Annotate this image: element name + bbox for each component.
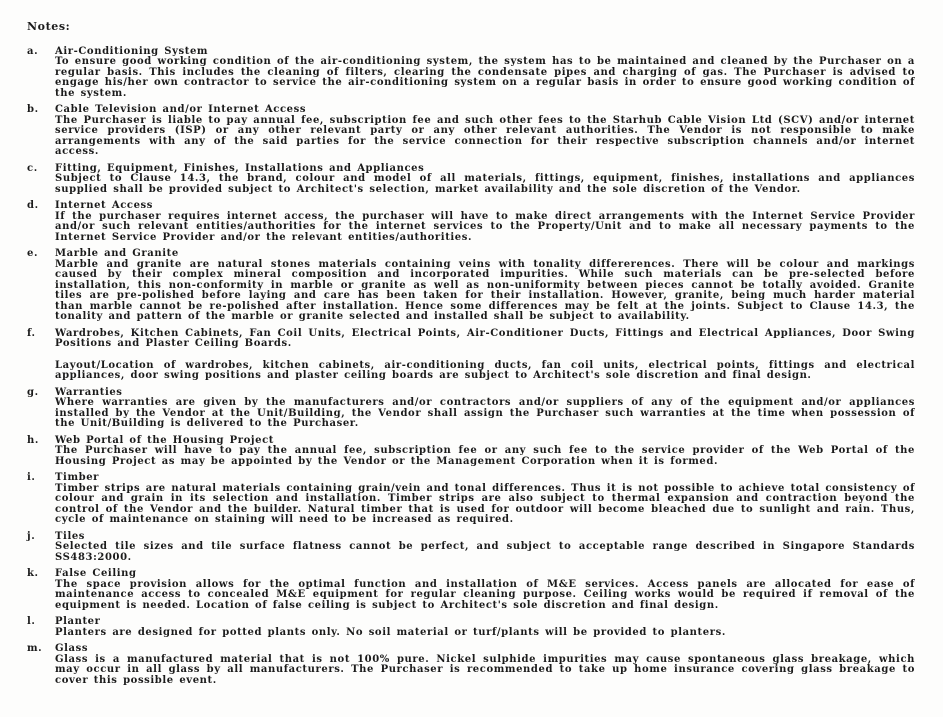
note-body: Marble and granite are natural stones materials containing veins with tonality differerences. There will be colour and markings caused by their complex mineral composition and incorporated impurities. While such materials can be pre-selected before installation, this non-conformity in marble or granite as well as non-uniformity between pieces cannot be totally avoided. Granite tiles are pre-polished before laying and care has been taken for their installation. However, granite, being much harder material than marble cannot be re-polished after installation. Hence some differences may be felt at the joints. Subject to Clause 14.3, the tonality and pattern of the marble or granite selected and installed shall be subject to availability. — [55, 258, 915, 322]
note-content — [55, 105, 915, 158]
note-content — [55, 436, 915, 468]
notes-heading: Notes: — [27, 20, 71, 33]
note-item — [27, 164, 915, 196]
note-content — [55, 201, 915, 243]
note-body: Layout/Location of wardrobes, kitchen cabinets, air-conditioning ducts, fan coil units, electrical points, fittings and electrical appliances, door swing positions and plaster ceiling boards are subject to Architect's sole discretion and final design. — [55, 359, 915, 381]
note-item — [27, 105, 915, 158]
note-letter: l. — [27, 616, 36, 627]
note-letter: g. — [27, 386, 39, 398]
note-title: Tiles — [55, 530, 86, 542]
note-title: Fitting, Equipment, Finishes, Installations and Appliances — [55, 162, 425, 174]
note-letter: j. — [27, 530, 36, 542]
note-letter: b. — [27, 104, 39, 115]
note-item — [27, 569, 915, 611]
note-content — [55, 329, 915, 382]
note-body: Where warranties are given by the manufacturers and/or contractors and/or suppliers of any of the equipment and/or appliances installed by the Vendor at the Unit/Building, the Vendor shall assign the Purchaser such warranties at the time when possession of the Unit/Building is delivered to the Purchaser. — [55, 397, 915, 429]
note-body: Selected tile sizes and tile surface flatness cannot be perfect, and subject to acceptable range described in Singapore Standards SS483:2000. — [55, 541, 915, 563]
note-letter: c. — [27, 162, 38, 174]
note-body: If the purchaser requires internet access, the purchaser will have to make direct arrangements with the Internet Service Provider and/or such relevant entities/authorities for the internet services to the Property/Unit and to make all necessary payments to the Internet Service Provider and/or the relevant entities/authorities. — [55, 210, 915, 243]
note-content — [55, 644, 915, 686]
note-letter: m. — [27, 643, 43, 654]
note-content — [55, 532, 915, 564]
note-body: Timber strips are natural materials containing grain/vein and tonal differences. Thus it is not possible to achieve total consistency of colour and grain in its selection and installation. Timber strips are also subject to thermal expansion and contraction beyond the control of the Vendor and the builder. Natural timber that is used for outdoor will become bleached due to sunlight and rain. Thus, cycle of maintenance on staining will need to be increased as required. — [55, 482, 915, 525]
note-item — [27, 47, 915, 100]
note-title: Air-Conditioning System — [55, 45, 209, 57]
note-title: Internet Access — [55, 200, 153, 211]
note-letter: i. — [27, 472, 36, 483]
note-title: Timber — [55, 472, 100, 483]
note-content — [55, 473, 915, 526]
note-title: Marble and Granite — [55, 248, 179, 259]
notes-list — [27, 47, 915, 687]
note-body: Subject to Clause 14.3, the brand, colour and model of all materials, fittings, equipment, finishes, installations and appliances supplied shall be provided subject to Architect's selection, market availability and the sole discretion of the Vendor. — [55, 173, 915, 195]
note-title: Warranties — [55, 386, 123, 398]
note-letter: a. — [27, 45, 39, 57]
note-letter: f. — [27, 327, 36, 339]
note-body: The Purchaser will have to pay the annual fee, subscription fee or any such fee to the service provider of the Web Portal of the Housing Project as may be appointed by the Vendor or the Management Corporation when it is formed. — [55, 445, 915, 467]
note-body: Glass is a manufactured material that is not 100% pure. Nickel sulphide impurities may cause spontaneous glass breakage, which may occur in all glass by all manufacturers. The Purchaser is recommended to take up home insurance covering glass breakage to cover this possible event. — [55, 653, 915, 686]
note-item — [27, 329, 915, 382]
note-letter: k. — [27, 568, 39, 579]
note-title: Wardrobes, Kitchen Cabinets, Fan Coil Units, Electrical Points, Air-Conditioner Ducts, Fittings and Electrical Appliances, Door Swing Positions and Plaster Ceiling Boards. — [55, 327, 915, 349]
note-title: False Ceiling — [55, 568, 137, 579]
note-letter: e. — [27, 248, 39, 259]
note-body: The Purchaser is liable to pay annual fee, subscription fee and such other fees to the Starhub Cable Vision Ltd (SCV) and/or internet service providers (ISP) or any other relevant party or any other relevant authorities. The Vendor is not responsible to make arrangements with any of the said parties for the service connection for their respective subscription channels and/or internet access. — [55, 114, 915, 157]
note-body: To ensure good working condition of the air-conditioning system, the system has to be maintained and cleaned by the Purchaser on a regular basis. This includes the cleaning of filters, clearing the condensate pipes and charging of gas. The Purchaser is advised to engage his/her own contractor to service the air-conditioning system on a regular basis in order to ensure good working condition of the system. — [55, 56, 915, 99]
note-item — [27, 532, 915, 564]
note-item — [27, 201, 915, 243]
note-item — [27, 473, 915, 526]
note-title: Web Portal of the Housing Project — [55, 434, 275, 446]
note-content — [55, 164, 915, 196]
note-body: Planters are designed for potted plants only. No soil material or turf/plants will be provided to planters. — [55, 626, 726, 638]
note-content — [55, 388, 915, 430]
note-item — [27, 436, 915, 468]
note-title: Planter — [55, 616, 101, 627]
note-item — [27, 617, 915, 638]
note-item — [27, 388, 915, 430]
note-item — [27, 644, 915, 686]
note-item — [27, 249, 915, 323]
note-content — [55, 617, 915, 638]
note-body: The space provision allows for the optimal function and installation of M&E services. Access panels are allocated for ease of maintenance access to concealed M&E equipment for regular cleaning purpose. Ceiling works would be required if removal of the equipment is needed. Location of false ceiling is subject to Architect's sole discretion and final design. — [55, 578, 915, 611]
note-content — [55, 249, 915, 323]
note-content — [55, 47, 915, 100]
note-title: Glass — [55, 643, 89, 654]
note-letter: d. — [27, 200, 39, 211]
note-letter: h. — [27, 434, 39, 446]
note-content — [55, 569, 915, 611]
note-title: Cable Television and/or Internet Access — [55, 104, 307, 115]
